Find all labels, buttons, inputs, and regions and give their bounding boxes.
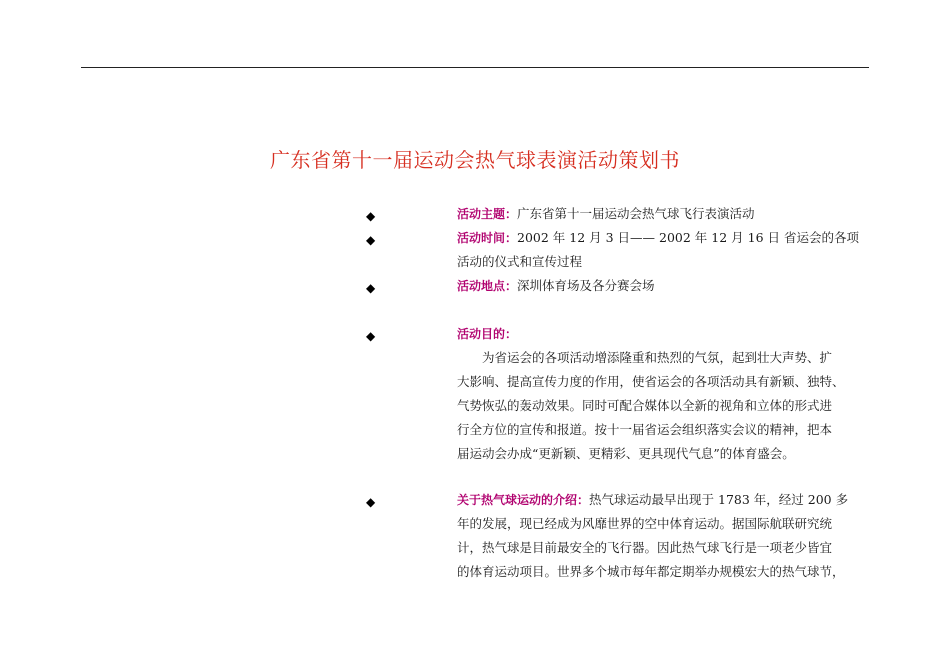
intro-line: 的体育运动项目。世界多个城市每年都定期举办规模宏大的热气球节， (457, 564, 845, 579)
bullet-location: ◆ (366, 281, 376, 295)
theme-label: 活动主题： (457, 207, 518, 221)
header-rule (81, 67, 869, 68)
intro-paragraph (457, 488, 872, 584)
intro-line1: 热气球运动最早出现于 1783 年，经过 200 多 (589, 492, 849, 507)
time-value-line1: 2002 年 12 月 3 日—— 2002 年 12 月 16 日 省运会的各项 (517, 230, 859, 245)
purpose-line: 为省运会的各项活动增添隆重和热烈的气氛，起到壮大声势、扩 (482, 350, 833, 365)
time-label: 活动时间： (457, 231, 518, 245)
purpose-paragraph (457, 346, 872, 466)
purpose-line: 大影响、提高宣传力度的作用，使省运会的各项活动具有新颖、独特、 (457, 374, 845, 389)
intro-line: 计，热气球是目前最安全的飞行器。因此热气球飞行是一项老少皆宜 (457, 540, 833, 555)
bullet-time: ◆ (366, 233, 376, 247)
purpose-label: 活动目的： (457, 327, 518, 341)
location-label: 活动地点： (457, 279, 518, 293)
time-value-line2: 活动的仪式和宣传过程 (457, 254, 583, 269)
purpose-line: 行全方位的宣传和报道。按十一届省运会组织落实会议的精神，把本 (457, 422, 833, 437)
purpose-line: 气势恢弘的轰动效果。同时可配合媒体以全新的视角和立体的形式进 (457, 398, 833, 413)
intro-line: 年的发展，现已经成为风靡世界的空中体育运动。据国际航联研究统 (457, 516, 833, 531)
location-value: 深圳体育场及各分赛会场 (517, 278, 655, 293)
bullet-intro: ◆ (366, 495, 376, 509)
document-title: 广东省第十一届运动会热气球表演活动策划书 (270, 148, 680, 172)
intro-label: 关于热气球运动的介绍： (457, 493, 590, 507)
location-item (457, 274, 872, 298)
bullet-purpose: ◆ (366, 329, 376, 343)
theme-value: 广东省第十一届运动会热气球飞行表演活动 (517, 206, 755, 221)
purpose-heading (457, 322, 872, 346)
theme-item (457, 202, 872, 226)
time-item (457, 226, 872, 274)
bullet-theme: ◆ (366, 209, 376, 223)
purpose-line: 届运动会办成“更新颖、更精彩、更具现代气息”的体育盛会。 (457, 446, 795, 461)
